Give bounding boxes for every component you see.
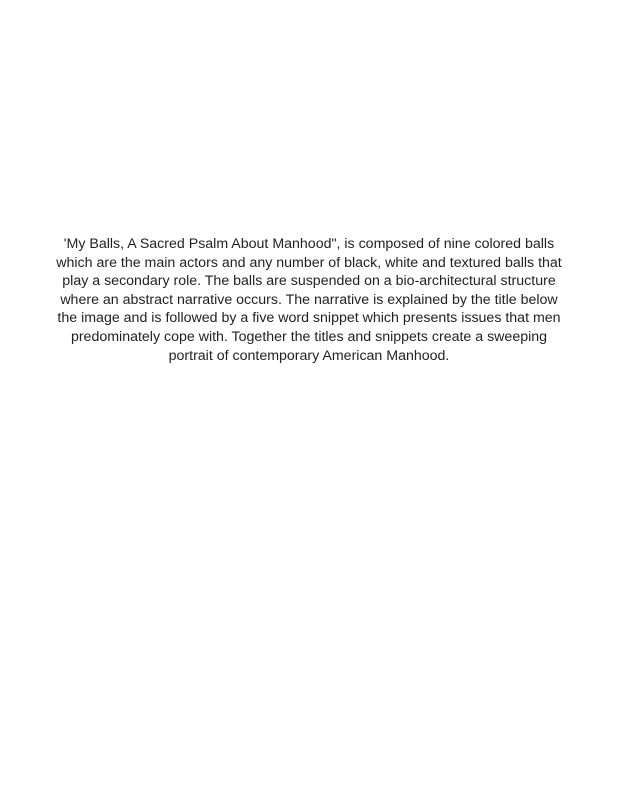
statement-line: which are the main actors and any number of black, white and textured balls that — [56, 254, 562, 271]
statement-line: predominately cope with. Together the titles and snippets create a sweeping — [70, 328, 548, 345]
statement-line: portrait of contemporary American Manhood. — [168, 347, 450, 364]
statement-line: where an abstract narrative occurs. The narrative is explained by the title below — [60, 291, 558, 308]
statement-line: play a secondary role. The balls are suspended on a bio-architectural structure — [62, 273, 556, 290]
artist-statement-paragraph — [40, 235, 578, 365]
statement-line: 'My Balls, A Sacred Psalm About Manhood", is composed of nine colored balls — [63, 236, 555, 252]
statement-line: the image and is followed by a five word snippet which presents issues that men — [57, 310, 561, 327]
